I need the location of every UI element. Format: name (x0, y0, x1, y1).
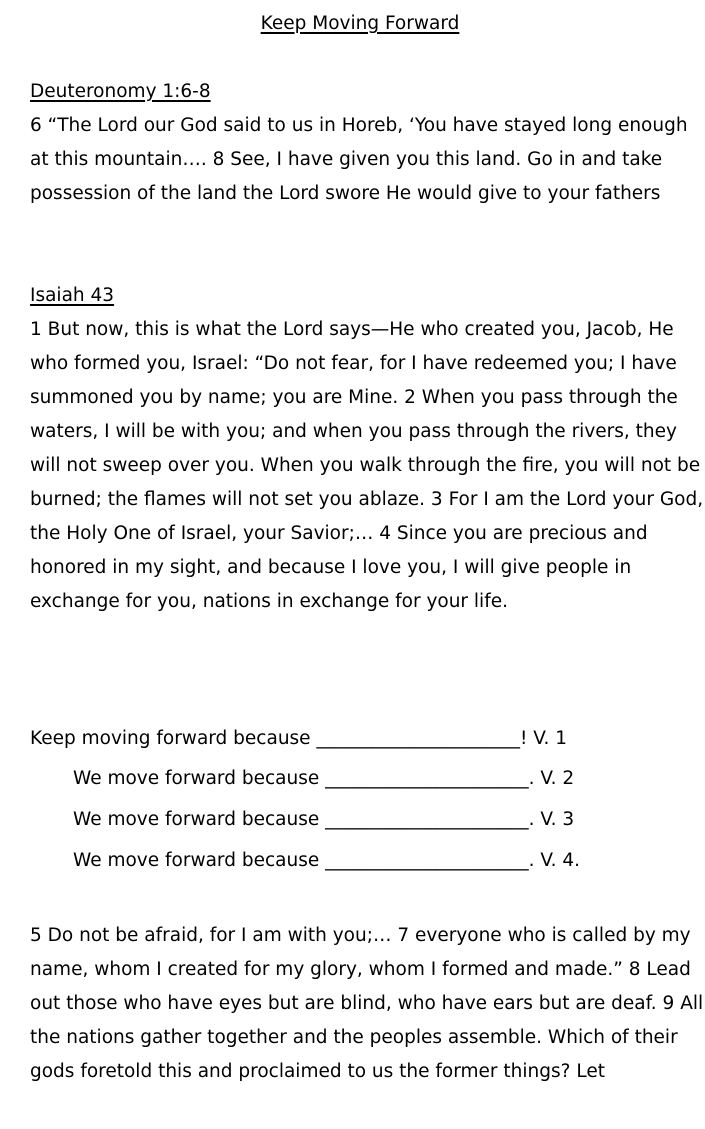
deuteronomy-heading: Deuteronomy 1:6-8 (30, 81, 211, 102)
page-title: Keep Moving Forward (260, 13, 460, 34)
fill-in-line-3: We move forward because ______________________. V. 3 (73, 809, 575, 830)
deuteronomy-section (30, 75, 705, 211)
deuteronomy-text: 6 “The Lord our God said to us in Horeb, ‘You have stayed long enough at this mountain…. 8 See, I have given you this land. Go in and take possession of the land the Lord swore He would give to your fathers (30, 115, 688, 204)
continuation-section (30, 919, 705, 1089)
isaiah-section (30, 279, 705, 619)
isaiah-text: 1 But now, this is what the Lord says—He who created you, Jacob, He who formed you, Israel: “Do not fear, for I have redeemed you; I have summoned you by name; you are Mine. 2 When you pass through the waters, I will be with you; and when you pass through the rivers, they will not sweep over you. When you walk through the fire, you will not be burned; the flames will not set you ablaze. 3 For I am the Lord your God, the Holy One of Israel, your Savior;… 4 Since you are precious and honored in my sight, and because I love you, I will give people in exchange for you, nations in exchange for your life. (30, 319, 704, 612)
isaiah-heading: Isaiah 43 (30, 285, 115, 306)
fill-in-line-4: We move forward because ______________________. V. 4. (73, 850, 581, 871)
fill-in-line-1: Keep moving forward because ______________________! V. 1 (30, 728, 568, 749)
fill-in-line-2: We move forward because ______________________. V. 2 (73, 768, 575, 789)
continuation-text: 5 Do not be afraid, for I am with you;… 7 everyone who is called by my name, whom I created for my glory, whom I formed and made.” 8 Lead out those who have eyes but are blind, who have ears but are deaf. 9 All the nations gather together and the peoples assemble. Which of their gods foretold this and proclaimed to us the former things? Let (30, 925, 704, 1082)
